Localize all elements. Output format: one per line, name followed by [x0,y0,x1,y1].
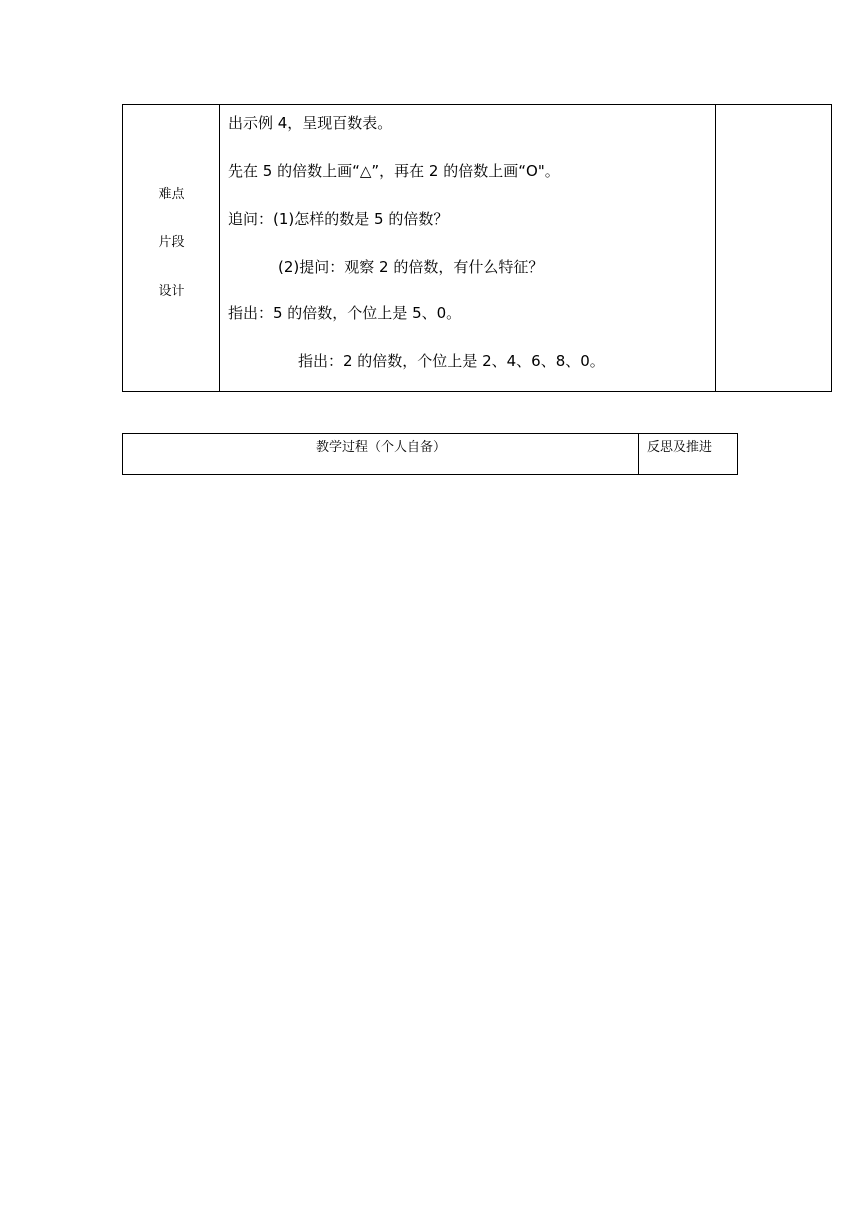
design-table [122,104,832,392]
content-line-4: (2)提问：观察 2 的倍数，有什么特征？ [278,258,544,276]
empty-notes-cell [715,105,832,391]
content-line-2: 先在 5 的倍数上画“△”，再在 2 的倍数上画“O"。 [228,162,560,180]
content-cell [220,105,715,391]
label-design: 设计 [158,284,185,299]
content-line-6: 指出：2 的倍数，个位上是 2、4、6、8、0。 [298,352,605,370]
content-line-3: 追问：(1)怎样的数是 5 的倍数？ [228,210,449,228]
process-header-label: 教学过程（个人自备） [315,440,446,455]
reflection-header-cell [639,434,737,474]
content-line-1: 出示例 4，呈现百数表。 [228,114,393,132]
reflection-header-label: 反思及推进 [647,440,713,455]
label-difficulty: 难点 [158,187,185,202]
label-cell [123,105,220,391]
content-line-5: 指出：5 的倍数，个位上是 5、0。 [228,304,462,322]
process-table [122,433,738,475]
label-segment: 片段 [158,235,185,250]
process-header-cell [123,434,639,474]
